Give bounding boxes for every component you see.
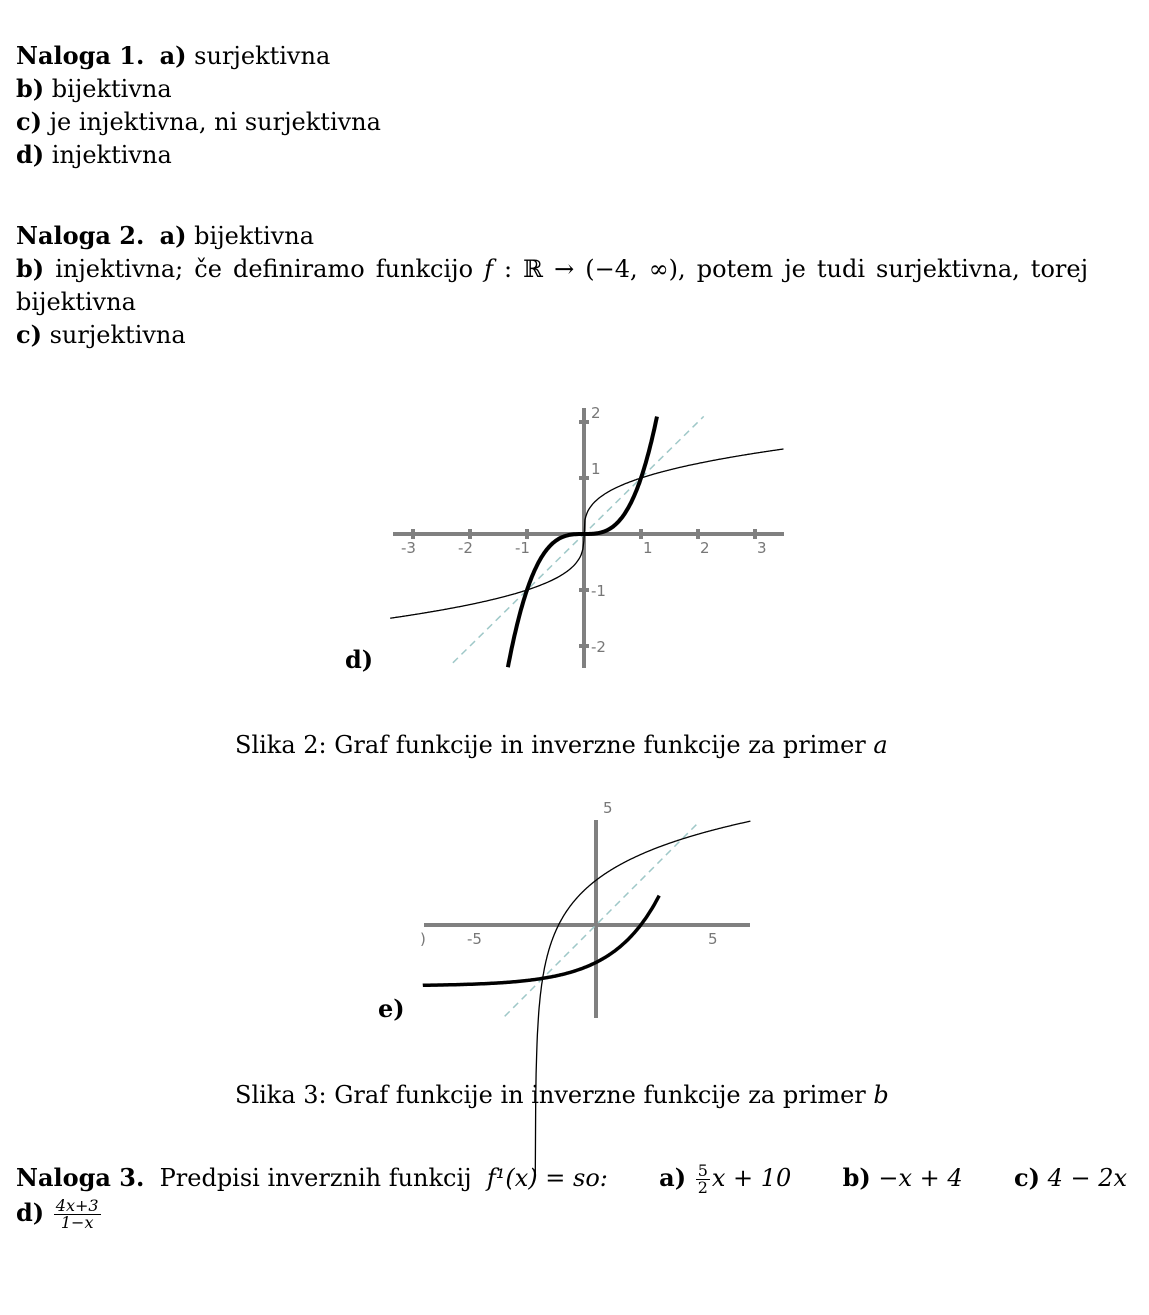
naloga3-intro: Predpisi inverznih funkcij: [159, 1164, 472, 1192]
naloga2-b-text-before: injektivna; če definiramo funkcijo: [55, 255, 474, 283]
naloga1-line-a: [16, 42, 330, 70]
figure3-caption-var: b: [873, 1081, 889, 1109]
figure2-x-tick-label: 2: [700, 539, 710, 557]
naloga3-c-expr: 4 − 2x: [1047, 1164, 1128, 1192]
naloga2-line-c: [16, 321, 186, 349]
figure2-x-tick-label: 3: [757, 539, 767, 557]
figure3-graph: [420, 799, 752, 1021]
figure2-identity-line: [453, 416, 704, 662]
naloga2-c-label: c): [16, 320, 42, 349]
naloga2-c-text: surjektivna: [49, 321, 186, 349]
figure3-x-tick-label: 5: [708, 930, 718, 948]
naloga2-a-label: a): [159, 221, 187, 250]
figure3-identity-line: [505, 824, 697, 1016]
naloga3-a-coefficient: [696, 1163, 710, 1196]
naloga1-a-text: surjektivna: [194, 42, 331, 70]
naloga1-d-label: d): [16, 140, 45, 169]
naloga3-b-expr: −x + 4: [878, 1164, 963, 1192]
figure2-label: d): [345, 645, 374, 674]
naloga3-d-label: d): [16, 1198, 45, 1227]
figure2-y-tick-label: 2: [591, 404, 601, 422]
naloga2-line-b: [16, 255, 1088, 283]
figure3-y-tick-label: 5: [603, 799, 613, 817]
naloga3-title: Naloga 3.: [16, 1163, 145, 1192]
naloga1-c-label: c): [16, 107, 42, 136]
figure3-caption: [235, 1081, 889, 1109]
naloga2-b-text-after: potem je tudi surjektivna, torej: [696, 255, 1089, 283]
naloga3-b-label: b): [842, 1163, 871, 1192]
naloga3-d-num: 4x+3: [55, 1196, 99, 1215]
naloga1-title: Naloga 1.: [16, 41, 145, 70]
naloga2-title: Naloga 2.: [16, 221, 145, 250]
naloga2-b-mapping: : ℝ → (−4, ∞),: [504, 255, 686, 283]
naloga2-a-text: bijektivna: [194, 222, 315, 250]
naloga2-b-label: b): [16, 254, 45, 283]
figure3-clipped-tick-label: ): [420, 930, 426, 948]
naloga3-a-coef-num: 5: [697, 1161, 708, 1180]
figure2-caption-var: a: [873, 731, 888, 759]
figure3-label: e): [378, 994, 405, 1023]
figure3-caption-text: Slika 3: Graf funkcije in inverzne funkcije za primer: [235, 1081, 866, 1109]
figure2-caption-text: Slika 2: Graf funkcije in inverzne funkcije za primer: [235, 731, 866, 759]
naloga1-line-c: [16, 108, 381, 136]
naloga2-line-b-cont: [16, 288, 136, 316]
figure2-y-tick-label: -2: [591, 638, 606, 656]
naloga3-a-label: a): [659, 1163, 687, 1192]
figure2-y-tick-label: -1: [591, 582, 606, 600]
figure3-function-curve: [423, 896, 659, 986]
naloga3-a-rest: x + 10: [711, 1164, 792, 1192]
naloga2-b-continuation: bijektivna: [16, 288, 136, 316]
figure2-x-tick-label: -1: [515, 539, 530, 557]
naloga1-b-label: b): [16, 74, 45, 103]
figure2-caption: [235, 731, 888, 759]
figure2-graph: [388, 405, 788, 670]
naloga1-line-d: [16, 141, 172, 169]
naloga3-c-label: c): [1013, 1163, 1040, 1192]
naloga2-b-fn: f: [484, 255, 493, 283]
naloga3-notation: f¹(x) = so:: [486, 1164, 608, 1192]
naloga3-a-coef-den: 2: [697, 1178, 708, 1197]
figure3-x-tick-label: -5: [467, 930, 482, 948]
naloga1-b-text: bijektivna: [51, 75, 172, 103]
naloga1-a-label: a): [159, 41, 187, 70]
figure3-inverse-curve: [535, 821, 750, 1173]
figure2-x-tick-label: -2: [458, 539, 473, 557]
figure2-axes: [393, 408, 784, 668]
figure2-x-tick-label: -3: [401, 539, 416, 557]
naloga3-line-2: [16, 1198, 103, 1231]
figure2-y-tick-label: 1: [591, 460, 601, 478]
naloga1-line-b: [16, 75, 172, 103]
naloga2-line-a: [16, 222, 314, 250]
naloga1-c-text: je injektivna, ni surjektivna: [49, 108, 381, 136]
figure3-axes: [424, 820, 750, 1018]
naloga3-d-fraction: [54, 1198, 101, 1231]
naloga3-d-den: 1−x: [60, 1213, 94, 1232]
figure2-x-tick-label: 1: [643, 539, 653, 557]
naloga3-line-1: [16, 1163, 1127, 1196]
naloga1-d-text: injektivna: [51, 141, 172, 169]
